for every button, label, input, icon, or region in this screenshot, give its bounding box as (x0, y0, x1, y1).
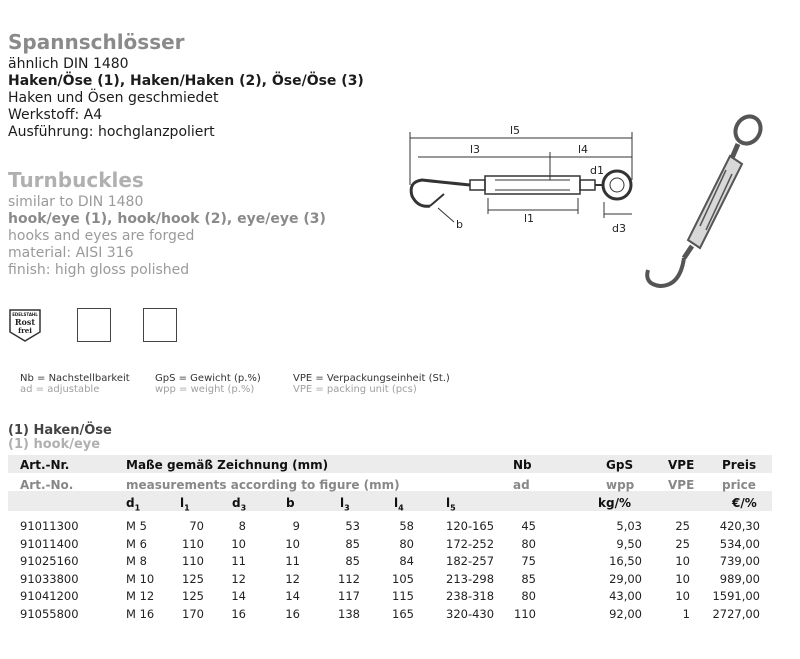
cell-gps: 43,00 (609, 589, 642, 603)
cell-d1: M 5 (126, 519, 147, 533)
cell-price: 2727,00 (712, 606, 760, 621)
col-l1-symbol: $l_1$ (180, 496, 190, 513)
badge-line1: EDELSTAHL (12, 312, 38, 317)
rostfrei-badge (8, 308, 42, 342)
col-gps-header-en: wpp (606, 478, 635, 492)
col-gps-unit: kg/% (598, 496, 631, 510)
col-art-header-en: Art.-No. (20, 478, 74, 492)
cell-l4: 58 (399, 519, 414, 533)
section-title-en: (1) hook/eye (8, 437, 101, 452)
cell-d3: 11 (231, 554, 246, 568)
legend-nb-en: ad = adjustable (20, 384, 100, 395)
cell-b: 16 (285, 606, 300, 621)
empty-icon-box-1 (77, 308, 111, 342)
cell-l3: 112 (338, 571, 360, 586)
finish-en: finish: high gloss polished (8, 262, 190, 278)
cell-nb: 80 (521, 536, 536, 551)
cell-price: 1591,00 (712, 589, 760, 603)
standard-en: similar to DIN 1480 (8, 194, 144, 210)
col-l4-symbol: $l_4$ (394, 496, 404, 513)
legend-gps-en: wpp = weight (p.%) (155, 384, 255, 395)
cell-vpe: 10 (675, 554, 690, 568)
header-band-de (8, 455, 772, 473)
label-d3: d3 (612, 222, 626, 235)
cell-l5: 182-257 (446, 554, 495, 568)
cell-d3: 10 (231, 536, 246, 551)
cell-price: 420,30 (719, 519, 760, 533)
cell-l5: 213-298 (446, 571, 495, 586)
label-b: b (456, 218, 463, 231)
finish-de: Ausführung: hochglanzpoliert (8, 124, 215, 140)
cell-l3: 85 (345, 554, 360, 568)
cell-nb: 45 (521, 519, 536, 533)
cell-art: 91011300 (20, 519, 79, 533)
label-d1: d1 (590, 164, 604, 177)
cell-l4: 105 (392, 571, 414, 586)
cell-vpe: 10 (675, 571, 690, 586)
cell-l1: 70 (189, 519, 204, 533)
cell-gps: 5,03 (616, 519, 642, 533)
cell-price: 534,00 (719, 536, 760, 551)
cell-l3: 138 (338, 606, 360, 621)
cell-nb: 85 (521, 571, 536, 586)
header-band-sub (8, 491, 772, 511)
cell-art: 91033800 (20, 571, 79, 586)
label-l5: l5 (510, 124, 521, 137)
cell-price: 989,00 (719, 571, 760, 586)
cell-d1: M 6 (126, 536, 147, 551)
forged-en: hooks and eyes are forged (8, 228, 195, 244)
cell-d3: 16 (231, 606, 246, 621)
col-b-symbol: b (286, 496, 295, 510)
col-l5-symbol: $l_5$ (446, 496, 456, 513)
cell-vpe: 10 (675, 589, 690, 603)
col-d1-symbol: $d_1$ (126, 496, 141, 513)
forged-de: Haken und Ösen geschmiedet (8, 90, 219, 106)
col-vpe-header-de: VPE (668, 458, 695, 472)
cell-d3: 14 (231, 589, 246, 603)
cell-b: 9 (292, 519, 300, 533)
cell-gps: 16,50 (609, 554, 642, 568)
cell-l4: 80 (399, 536, 414, 551)
col-nb-header-de: Nb (513, 458, 532, 472)
variants-de: Haken/Öse (1), Haken/Haken (2), Öse/Öse (3) (8, 73, 364, 89)
col-vpe-header-en: VPE (668, 478, 695, 492)
label-l3: l3 (470, 143, 481, 156)
cell-art: 91041200 (20, 589, 79, 603)
cell-vpe: 25 (675, 519, 690, 533)
cell-b: 14 (285, 589, 300, 603)
col-nb-header-en: ad (513, 478, 530, 492)
cell-nb: 75 (521, 554, 536, 568)
cell-d1: M 16 (126, 606, 155, 621)
col-dims-header-de: Maße gemäß Zeichnung (mm) (126, 458, 329, 472)
cell-d1: M 12 (126, 589, 155, 603)
cell-vpe: 25 (675, 536, 690, 551)
section-title-de: (1) Haken/Öse (8, 423, 112, 438)
cell-l3: 117 (338, 589, 360, 603)
cell-l5: 320-430 (446, 606, 495, 621)
standard-de: ähnlich DIN 1480 (8, 56, 129, 72)
cell-nb: 110 (514, 606, 536, 621)
title-en: Turnbuckles (8, 168, 144, 192)
legend-vpe-en: VPE = packing unit (pcs) (293, 384, 417, 395)
cell-nb: 80 (521, 589, 536, 603)
col-price-header-en: price (722, 478, 756, 492)
turnbuckle-product-image (630, 108, 770, 298)
legend-nb-de: Nb = Nachstellbarkeit (20, 373, 130, 384)
cell-d3: 8 (238, 519, 246, 533)
material-en: material: AISI 316 (8, 245, 134, 261)
cell-l3: 53 (345, 519, 360, 533)
col-l3-symbol: $l_3$ (340, 496, 350, 513)
cell-art: 91011400 (20, 536, 79, 551)
variants-en: hook/eye (1), hook/hook (2), eye/eye (3) (8, 211, 326, 227)
cell-l1: 170 (182, 606, 204, 621)
cell-l1: 110 (182, 536, 204, 551)
cell-l3: 85 (345, 536, 360, 551)
cell-b: 11 (285, 554, 300, 568)
cell-l4: 84 (399, 554, 414, 568)
col-dims-header-en: measurements according to figure (mm) (126, 478, 400, 492)
cell-gps: 29,00 (609, 571, 642, 586)
cell-vpe: 1 (682, 606, 690, 621)
material-de: Werkstoff: A4 (8, 107, 103, 123)
title-de: Spannschlösser (8, 30, 185, 54)
cell-gps: 92,00 (609, 606, 642, 621)
cell-art: 91025160 (20, 554, 79, 568)
cell-l5: 238-318 (446, 589, 495, 603)
empty-icon-box-2 (143, 308, 177, 342)
cell-price: 739,00 (719, 554, 760, 568)
cell-l1: 125 (182, 571, 204, 586)
cell-l1: 125 (182, 589, 204, 603)
cell-l4: 165 (392, 606, 414, 621)
cell-d1: M 10 (126, 571, 155, 586)
cell-l5: 120-165 (446, 519, 495, 533)
col-d3-symbol: $d_3$ (232, 496, 247, 513)
cell-d1: M 8 (126, 554, 147, 568)
cell-l5: 172-252 (446, 536, 495, 551)
badge-line3: frei (18, 326, 32, 335)
col-price-header-de: Preis (722, 458, 757, 472)
cell-b: 12 (285, 571, 300, 586)
col-gps-header-de: GpS (606, 458, 634, 472)
label-l1: l1 (524, 212, 535, 225)
badge-line2: Rost (14, 317, 36, 327)
cell-gps: 9,50 (616, 536, 642, 551)
col-art-header-de: Art.-Nr. (20, 458, 70, 472)
col-price-unit: €/% (732, 496, 757, 510)
legend-vpe-de: VPE = Verpackungseinheit (St.) (293, 373, 450, 384)
cell-l1: 110 (182, 554, 204, 568)
cell-b: 10 (285, 536, 300, 551)
cell-d3: 12 (231, 571, 246, 586)
label-l4: l4 (578, 143, 589, 156)
legend-gps-de: GpS = Gewicht (p.%) (155, 373, 261, 384)
cell-art: 91055800 (20, 606, 79, 621)
cell-l4: 115 (392, 589, 414, 603)
